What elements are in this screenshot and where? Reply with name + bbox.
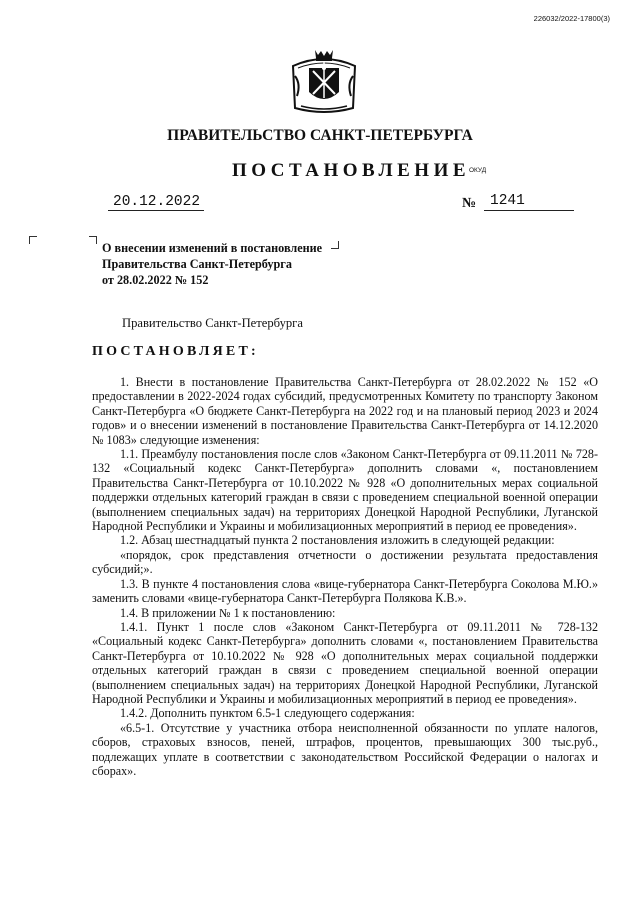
paragraph-1-3: 1.3. В пункте 4 постановления слова «вице-губернатора Санкт-Петербурга Соколова М.Ю.» заменить словами «вице-губернатора Санкт-Петербурга Полякова К.В.». — [92, 576, 598, 606]
document-number-value: 1241 — [490, 193, 525, 209]
document-date: 20.12.2022 — [113, 194, 201, 210]
government-title: ПРАВИТЕЛЬСТВО САНКТ-ПЕТЕРБУРГА — [167, 127, 473, 144]
number-label: № — [462, 196, 477, 211]
paragraph-1-4-2: 1.4.2. Дополнить пунктом 6.5-1 следующего содержания: — [120, 706, 415, 721]
paragraph-6-5-1: «6.5-1. Отсутствие у участника отбора неисполненной обязанности по уплате налогов, сборов, страховых взносов, пеней, штрафов, процентов, превышающих 300 тыс.руб., подлежащих уплате в соответствии с законодательством Российской Федерации о налогах и сборах». — [92, 720, 598, 778]
paragraph-1-2: 1.2. Абзац шестнадцатый пункта 2 постановления изложить в следующей редакции: — [120, 533, 555, 548]
date-underline — [108, 210, 204, 211]
paragraph-1-2-quote: «порядок, срок представления отчетности о достижении результата предоставления субсидий;». — [92, 547, 598, 577]
number-underline — [484, 210, 574, 211]
paragraph-1-4: 1.4. В приложении № 1 к постановлению: — [120, 605, 336, 620]
bracket-bottom-right — [331, 241, 339, 249]
document-body — [92, 375, 598, 778]
document-type: ПОСТАНОВЛЕНИЕ — [232, 160, 471, 181]
issuer: Правительство Санкт-Петербурга — [122, 316, 303, 330]
bracket-top-left — [29, 236, 37, 244]
subject-line-2: Правительства Санкт-Петербурга — [102, 257, 292, 271]
paragraph-1-1: 1.1. Преамбулу постановления после слов «Законом Санкт-Петербурга от 09.11.2011 № 728-132 «Социальный кодекс Санкт-Петербурга» дополнить словами «, постановлением Правительства Санкт-Петербурга от 10.10.2022 № 928 «О дополнительных мерах социальной поддержки отдельных категорий граждан в связи с проведением специальной военной операции (выполнением специальных задач) на территориях Донецкой Народной Республики, Луганской Народной Республики и Украины и мобилизационных мероприятий в период ее проведения». — [92, 447, 598, 534]
document-number: 226032/2022-17800(3) — [533, 14, 610, 23]
document-subject — [102, 240, 322, 288]
coat-of-arms-icon — [289, 46, 359, 116]
bracket-top-right — [89, 236, 97, 244]
paragraph-1: 1. Внести в постановление Правительства Санкт-Петербурга от 28.02.2022 № 152 «О предоставлении в 2022-2024 годах субсидий, предусмотренных Комитету по транспорту Законом Санкт-Петербурга «О бюджете Санкт-Петербурга на 2022 год и на плановый период 2023 и 2024 годов» и о внесении изменений в постановление Правительства Санкт-Петербурга от 14.12.2020 № 1083» следующие изменения: — [92, 375, 598, 447]
okud-label: ОКУД — [469, 167, 487, 174]
subject-line-3: от 28.02.2022 № 152 — [102, 273, 209, 287]
subject-line-1: О внесении изменений в постановление — [102, 241, 323, 255]
paragraph-1-4-1: 1.4.1. Пункт 1 после слов «Законом Санкт-Петербурга от 09.11.2011 № 728-132 «Социальный кодекс Санкт-Петербурга» дополнить словами «, постановлением Правительства Санкт-Петербурга от 10.10.2022 № 928 «О дополнительных мерах социальной поддержки отдельных категорий граждан в связи с проведением специальной военной операции (выполнением специальных задач) на территориях Донецкой Народной Республики, Луганской Народной Республики и Украины и мобилизационных мероприятий в период ее проведения». — [92, 619, 598, 706]
resolves-heading: ПОСТАНОВЛЯЕТ: — [92, 344, 259, 359]
